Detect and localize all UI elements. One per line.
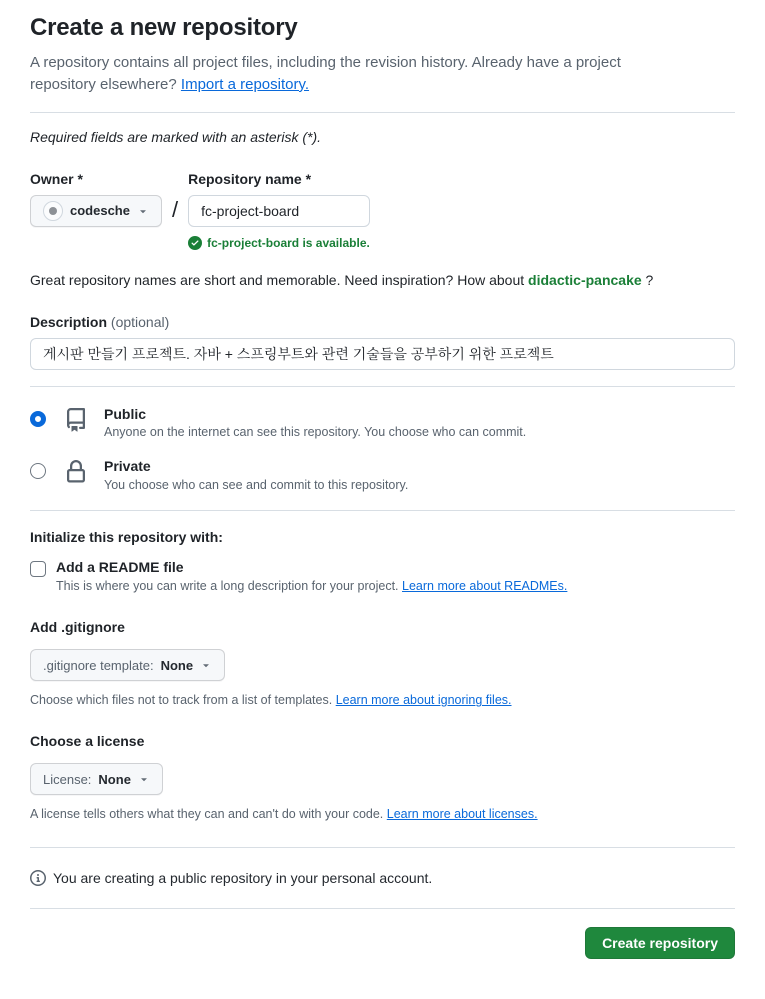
- gitignore-heading: Add .gitignore: [30, 619, 125, 636]
- visibility-info-note: [30, 870, 735, 886]
- public-radio[interactable]: [30, 411, 46, 427]
- create-repository-button[interactable]: Create repository: [585, 927, 735, 959]
- repository-name-input[interactable]: [188, 195, 370, 227]
- gitignore-note: Choose which files not to track from a list of templates. Learn more about ignoring files.: [30, 693, 512, 708]
- availability-status: [188, 236, 370, 250]
- description-field: [30, 314, 735, 370]
- page-title: Create a new repository: [30, 14, 298, 41]
- divider: [30, 112, 735, 113]
- visibility-option-private[interactable]: [30, 457, 735, 492]
- divider: [30, 510, 735, 511]
- license-learn-more-link[interactable]: Learn more about licenses.: [386, 807, 538, 822]
- required-asterisk: *: [77, 170, 83, 187]
- initialize-heading: Initialize this repository with:: [30, 529, 223, 546]
- private-radio[interactable]: [30, 463, 46, 479]
- readme-label: Add a README file: [56, 559, 184, 576]
- import-repository-link[interactable]: Import a repository.: [180, 75, 310, 93]
- divider: [30, 847, 735, 848]
- chevron-down-icon: [138, 773, 150, 785]
- chevron-down-icon: [137, 205, 149, 217]
- divider: [30, 386, 735, 387]
- public-description: Anyone on the internet can see this repository. You choose who can commit.: [104, 425, 527, 440]
- license-button[interactable]: License: None: [30, 763, 163, 795]
- required-fields-note: Required fields are marked with an asterisk (*).: [30, 128, 322, 145]
- license-heading: Choose a license: [30, 733, 145, 750]
- repo-icon: [64, 408, 88, 432]
- availability-message: fc-project-board is available.: [207, 235, 370, 250]
- owner-repo-separator: /: [171, 196, 179, 222]
- owner-repo-row: [30, 171, 735, 250]
- description-input[interactable]: [30, 338, 735, 370]
- form-actions: [30, 927, 735, 959]
- gitignore-template-button[interactable]: .gitignore template: None: [30, 649, 225, 681]
- intro-text: A repository contains all project files, including the revision history. Already have a project repository elsewhere?: [30, 54, 621, 93]
- readme-description: This is where you can write a long description for your project. Learn more about READMEs.: [56, 579, 568, 594]
- page-intro: [30, 52, 690, 96]
- readme-checkbox[interactable]: [30, 561, 46, 577]
- divider: [30, 908, 735, 909]
- chevron-down-icon: [200, 659, 212, 671]
- name-suggestion: Great repository names are short and memorable. Need inspiration? How about didactic-pancake ?: [30, 271, 654, 288]
- readme-option[interactable]: [30, 559, 735, 593]
- info-icon: [30, 870, 46, 886]
- license-note: A license tells others what they can and can't do with your code. Learn more about licenses.: [30, 807, 538, 822]
- readme-learn-more-link[interactable]: Learn more about READMEs.: [402, 579, 568, 594]
- private-description: You choose who can see and commit to this repository.: [104, 478, 409, 493]
- private-label: Private: [104, 458, 151, 475]
- gitignore-learn-more-link[interactable]: Learn more about ignoring files.: [335, 693, 512, 708]
- owner-select-button[interactable]: [30, 195, 162, 227]
- owner-avatar: [43, 201, 63, 221]
- description-label: Description (optional): [30, 313, 170, 330]
- check-circle-icon: [188, 236, 202, 250]
- repository-name-field: [188, 171, 370, 250]
- public-label: Public: [104, 405, 147, 422]
- suggested-repo-name[interactable]: didactic-pancake: [528, 271, 642, 288]
- lock-icon: [64, 460, 88, 484]
- owner-name: codesche: [70, 203, 130, 218]
- owner-label: Owner *: [30, 170, 83, 187]
- optional-note: (optional): [110, 313, 170, 330]
- owner-field: [30, 171, 162, 227]
- info-text: You are creating a public repository in your personal account.: [53, 870, 433, 887]
- repository-name-label: Repository name *: [188, 170, 312, 187]
- visibility-option-public[interactable]: [30, 405, 735, 440]
- required-asterisk: *: [305, 170, 312, 187]
